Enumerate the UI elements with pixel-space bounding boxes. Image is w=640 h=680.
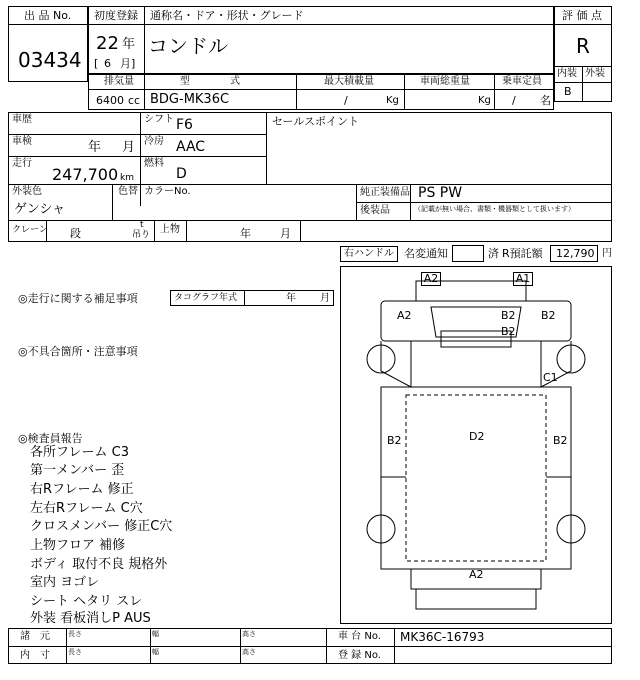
inspection-month-unit: 月 <box>122 140 136 155</box>
damage-mark: B2 <box>387 434 402 447</box>
done-label: 済 <box>488 247 499 260</box>
upper-month-unit: 月 <box>280 227 291 240</box>
color-value: ゲンシャ <box>14 202 66 217</box>
height-label-2: 高さ <box>242 648 256 656</box>
damage-mark: B2 <box>541 309 556 322</box>
color-label: 外装色 <box>12 186 42 197</box>
damage-mark: B2 <box>553 434 568 447</box>
report-line: 第一メンバー 歪 <box>30 463 125 478</box>
recycle-amount: 12,790 <box>556 247 595 260</box>
registration-year: 22 <box>96 33 119 54</box>
inspection-year-unit: 年 <box>88 140 102 155</box>
capacity-label: 乗車定員 <box>502 76 542 87</box>
displacement-value: 6400 <box>96 94 124 107</box>
mileage-value: 247,700 <box>52 165 119 184</box>
name-change-label: 名変通知 <box>404 247 448 260</box>
equipment-value: PS PW <box>418 185 463 201</box>
vehicle-name: コンドル <box>148 34 228 58</box>
width-label-2: 幅 <box>152 648 159 656</box>
report-line: 各所フレーム C3 <box>30 445 129 460</box>
max-load-unit: Kg <box>386 95 399 106</box>
shift-value: F6 <box>176 117 193 133</box>
gross-weight-unit: Kg <box>478 95 491 106</box>
fuel-value: D <box>176 166 187 182</box>
defects-label: ◎不具合箇所・注意事項 <box>18 345 138 358</box>
mileage-unit: km <box>120 173 134 183</box>
damage-mark: A2 <box>421 272 441 286</box>
first-registration-label: 初度登録 <box>94 9 138 22</box>
exterior-label: 外装 <box>585 68 605 79</box>
ac-label: 冷房 <box>144 136 164 147</box>
ac-value: AAC <box>176 139 206 155</box>
chassis-label: 車 台 No. <box>338 631 381 642</box>
length-label: 長さ <box>68 630 82 638</box>
month-open: [ <box>94 57 99 70</box>
lot-number-label: 出 品 No. <box>24 9 72 22</box>
registration-month-unit: 月] <box>120 57 136 70</box>
interior-label: 内装 <box>557 68 577 79</box>
length-label-2: 長さ <box>68 648 82 656</box>
sales-point-label: セールスポイント <box>272 115 360 128</box>
registration-label: 登 録 No. <box>338 650 381 661</box>
displacement-label: 排気量 <box>104 76 134 87</box>
rhd-label: 右ハンドル <box>344 248 394 259</box>
crane-step-unit: 段 <box>70 227 81 240</box>
gross-weight-label: 車両総重量 <box>420 76 470 87</box>
damage-mark: A2 <box>397 309 412 322</box>
damage-mark: C1 <box>543 371 558 384</box>
width-label: 幅 <box>152 630 159 638</box>
report-line: シート ヘタリ スレ <box>30 594 143 609</box>
shift-label: シフト <box>144 114 174 125</box>
equipment-label: 純正装備品 <box>360 187 410 198</box>
chassis-number: MK36C-16793 <box>400 630 485 644</box>
report-line: 外装 看板消しP AUS <box>30 611 151 626</box>
score-value: R <box>576 34 590 58</box>
crane-label: クレーン <box>12 225 48 235</box>
recycle-unit: 円 <box>602 248 612 259</box>
color-change-label: 色替 <box>118 186 138 197</box>
color-code-label: カラーNo. <box>144 186 191 197</box>
recycle-label: R預託額 <box>502 247 543 260</box>
inspector-report-label: ◎検査員報告 <box>18 432 83 445</box>
aftermarket-note: （記載が無い場合、書類・機器類として扱います） <box>414 205 575 213</box>
damage-mark: B2 <box>501 309 516 322</box>
tacho-year-unit: 年 <box>286 293 296 304</box>
max-load-value: / <box>344 94 348 107</box>
name-change-box <box>452 245 484 262</box>
vehicle-diagram <box>340 266 612 624</box>
upper-label: 上物 <box>160 224 180 235</box>
model-type-label: 型 式 <box>180 76 240 87</box>
mileage-label: 走行 <box>12 158 32 169</box>
history-label: 車歴 <box>12 114 32 125</box>
damage-mark: D2 <box>469 430 485 443</box>
lot-number: 03434 <box>18 48 82 72</box>
capacity-unit: 名 <box>540 94 551 107</box>
model-code: BDG-MK36C <box>150 92 230 107</box>
height-label: 高さ <box>242 630 256 638</box>
interior-dim-label: 内 寸 <box>20 650 50 661</box>
max-load-label: 最大積載量 <box>324 76 374 87</box>
fuel-label: 燃料 <box>144 158 164 169</box>
aftermarket-label: 後装品 <box>360 205 390 216</box>
upper-year-unit: 年 <box>240 227 251 240</box>
model-label: 通称名・ドア・形状・グレード <box>150 9 304 22</box>
tacho-label: タコグラフ年式 <box>174 293 238 303</box>
registration-year-unit: 年 <box>122 37 136 52</box>
report-line: 左右Rフレーム C穴 <box>30 501 143 516</box>
damage-mark: B2 <box>501 325 516 338</box>
report-line: クロスメンバー 修正C穴 <box>30 519 173 534</box>
interior-score: B <box>564 85 572 98</box>
report-line: 右Rフレーム 修正 <box>30 482 134 497</box>
displacement-unit: cc <box>128 94 141 107</box>
report-line: ボディ 取付不良 規格外 <box>30 557 168 572</box>
score-label: 評 価 点 <box>562 9 602 22</box>
crane-lift-unit: 吊り <box>132 230 151 240</box>
capacity-value: / <box>512 94 516 107</box>
registration-month: 6 <box>104 57 111 70</box>
tacho-month-unit: 月 <box>320 293 330 304</box>
report-line: 室内 ヨゴレ <box>30 575 100 590</box>
inspection-label: 車検 <box>12 136 32 147</box>
damage-mark: A1 <box>513 272 533 286</box>
damage-mark: A2 <box>469 568 484 581</box>
driving-notes-label: ◎走行に関する補足事項 <box>18 292 138 305</box>
report-line: 上物フロア 補修 <box>30 538 126 553</box>
misc-label: 諸 元 <box>20 631 50 642</box>
crane-t-unit: t <box>140 220 144 230</box>
